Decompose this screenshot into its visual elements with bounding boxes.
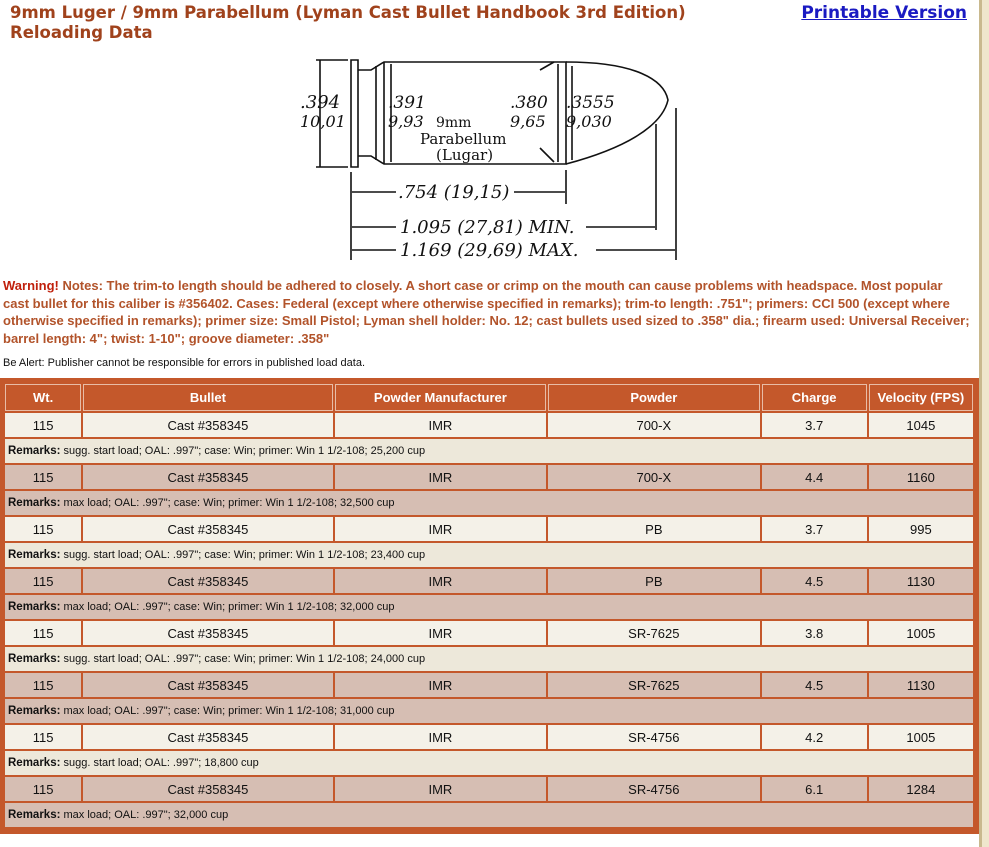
cell-bullet: Cast #358345 bbox=[83, 725, 333, 749]
table-row bbox=[5, 673, 973, 697]
dim-965: 9,65 bbox=[510, 112, 546, 131]
remarks-text: max load; OAL: .997"; case: Win; primer: Win 1 1/2-108; 32,000 cup bbox=[60, 601, 395, 613]
load-data-table-wrap bbox=[0, 378, 979, 834]
length-754: .754 (19,15) bbox=[398, 182, 510, 203]
remarks-text: max load; OAL: .997"; case: Win; primer: Win 1 1/2-108; 31,000 cup bbox=[60, 705, 395, 717]
cell-manufacturer: IMR bbox=[335, 517, 546, 541]
length-min: 1.095 (27,81) MIN. bbox=[400, 217, 575, 238]
cell-wt: 115 bbox=[5, 777, 81, 801]
dim-394: .394 bbox=[300, 92, 341, 113]
cell-powder: 700-X bbox=[548, 413, 759, 437]
cell-velocity: 1130 bbox=[869, 569, 973, 593]
cell-velocity: 1160 bbox=[869, 465, 973, 489]
cell-manufacturer: IMR bbox=[335, 725, 546, 749]
cell-velocity: 1005 bbox=[869, 725, 973, 749]
header-bullet: Bullet bbox=[83, 384, 333, 411]
cell-charge: 3.7 bbox=[762, 517, 867, 541]
cell-velocity: 1005 bbox=[869, 621, 973, 645]
cell-bullet: Cast #358345 bbox=[83, 569, 333, 593]
remarks-cell bbox=[5, 751, 973, 775]
cell-powder: PB bbox=[548, 517, 759, 541]
caliber-name-line3: (Lugar) bbox=[436, 146, 494, 164]
cell-charge: 3.8 bbox=[762, 621, 867, 645]
cell-charge: 4.4 bbox=[762, 465, 867, 489]
remarks-text: sugg. start load; OAL: .997"; case: Win; primer: Win 1 1/2-108; 23,400 cup bbox=[60, 549, 426, 561]
cell-manufacturer: IMR bbox=[335, 673, 546, 697]
remarks-cell bbox=[5, 595, 973, 619]
cell-manufacturer: IMR bbox=[335, 621, 546, 645]
cell-bullet: Cast #358345 bbox=[83, 413, 333, 437]
remarks-row bbox=[5, 491, 973, 515]
cell-powder: 700-X bbox=[548, 465, 759, 489]
table-row bbox=[5, 725, 973, 749]
remarks-row bbox=[5, 699, 973, 723]
cell-charge: 4.5 bbox=[762, 569, 867, 593]
remarks-cell bbox=[5, 647, 973, 671]
cell-velocity: 1045 bbox=[869, 413, 973, 437]
remarks-label: Remarks: bbox=[8, 445, 61, 457]
cell-wt: 115 bbox=[5, 413, 81, 437]
cell-manufacturer: IMR bbox=[335, 413, 546, 437]
cell-wt: 115 bbox=[5, 621, 81, 645]
header-powder: Powder bbox=[548, 384, 759, 411]
printable-version-link[interactable]: Printable Version bbox=[801, 3, 967, 23]
remarks-row bbox=[5, 439, 973, 463]
remarks-row bbox=[5, 543, 973, 567]
cell-bullet: Cast #358345 bbox=[83, 465, 333, 489]
cell-charge: 4.2 bbox=[762, 725, 867, 749]
remarks-row bbox=[5, 803, 973, 827]
cell-bullet: Cast #358345 bbox=[83, 777, 333, 801]
warning-label: Warning! bbox=[3, 278, 59, 293]
remarks-label: Remarks: bbox=[8, 757, 61, 769]
cell-bullet: Cast #358345 bbox=[83, 517, 333, 541]
remarks-label: Remarks: bbox=[8, 809, 61, 821]
remarks-cell bbox=[5, 803, 973, 827]
length-max: 1.169 (29,69) MAX. bbox=[400, 240, 579, 261]
cell-manufacturer: IMR bbox=[335, 777, 546, 801]
remarks-cell bbox=[5, 439, 973, 463]
dim-993: 9,93 bbox=[388, 112, 424, 131]
remarks-cell bbox=[5, 491, 973, 515]
cell-wt: 115 bbox=[5, 569, 81, 593]
cell-charge: 4.5 bbox=[762, 673, 867, 697]
cell-manufacturer: IMR bbox=[335, 569, 546, 593]
remarks-row bbox=[5, 595, 973, 619]
header-velocity: Velocity (FPS) bbox=[869, 384, 973, 411]
dim-380: .380 bbox=[510, 93, 548, 113]
cell-wt: 115 bbox=[5, 673, 81, 697]
remarks-text: sugg. start load; OAL: .997"; case: Win; primer: Win 1 1/2-108; 25,200 cup bbox=[60, 445, 426, 457]
cell-velocity: 1130 bbox=[869, 673, 973, 697]
table-row bbox=[5, 517, 973, 541]
table-row bbox=[5, 569, 973, 593]
table-row bbox=[5, 621, 973, 645]
remarks-cell bbox=[5, 699, 973, 723]
cell-powder: SR-4756 bbox=[548, 777, 759, 801]
remarks-cell bbox=[5, 543, 973, 567]
header-wt: Wt. bbox=[5, 384, 81, 411]
table-header bbox=[5, 384, 973, 411]
remarks-text: max load; OAL: .997"; 32,000 cup bbox=[60, 809, 229, 821]
cell-bullet: Cast #358345 bbox=[83, 673, 333, 697]
load-data-table bbox=[3, 382, 975, 829]
cell-powder: SR-7625 bbox=[548, 673, 759, 697]
notes-text: Notes: The trim-to length should be adhered to closely. A short case or crimp on the mouth can cause problems with headspace. Most popular cast bullet for this caliber is #356402. Cases: Federal (except where otherwise specified in remarks); trim-to length: .751"; primers: CCI 500 (except where otherwise specified in remarks); primer size: Small Pistol; Lyman shell holder: No. 12; cast bullets used sized to .358" dia.; firearm used: Universal Receiver; barrel length: 4"; twist: 1-10"; groove diameter: .358" bbox=[3, 278, 970, 346]
cell-wt: 115 bbox=[5, 725, 81, 749]
remarks-label: Remarks: bbox=[8, 705, 61, 717]
dim-1001: 10,01 bbox=[300, 112, 346, 131]
cell-manufacturer: IMR bbox=[335, 465, 546, 489]
header-charge: Charge bbox=[762, 384, 867, 411]
cell-wt: 115 bbox=[5, 517, 81, 541]
remarks-text: sugg. start load; OAL: .997"; case: Win; primer: Win 1 1/2-108; 24,000 cup bbox=[60, 653, 426, 665]
load-notes bbox=[3, 277, 971, 347]
dim-391: .391 bbox=[388, 93, 426, 113]
cell-powder: SR-4756 bbox=[548, 725, 759, 749]
caliber-name-line2: Parabellum bbox=[420, 130, 507, 148]
cell-powder: SR-7625 bbox=[548, 621, 759, 645]
remarks-label: Remarks: bbox=[8, 549, 61, 561]
caliber-name: 9mm bbox=[436, 115, 472, 131]
cell-wt: 115 bbox=[5, 465, 81, 489]
remarks-label: Remarks: bbox=[8, 497, 61, 509]
remarks-label: Remarks: bbox=[8, 653, 61, 665]
dim-9030: 9,030 bbox=[566, 112, 612, 131]
header-powder-manufacturer: Powder Manufacturer bbox=[335, 384, 546, 411]
cell-velocity: 995 bbox=[869, 517, 973, 541]
table-row bbox=[5, 777, 973, 801]
remarks-row bbox=[5, 647, 973, 671]
remarks-row bbox=[5, 751, 973, 775]
dim-3555: .3555 bbox=[566, 93, 615, 113]
cartridge-diagram bbox=[296, 52, 686, 267]
table-row bbox=[5, 465, 973, 489]
cell-bullet: Cast #358345 bbox=[83, 621, 333, 645]
publisher-alert: Be Alert: Publisher cannot be responsible for errors in published load data. bbox=[3, 357, 365, 369]
remarks-text: sugg. start load; OAL: .997"; 18,800 cup bbox=[60, 757, 259, 769]
remarks-text: max load; OAL: .997"; case: Win; primer: Win 1 1/2-108; 32,500 cup bbox=[60, 497, 395, 509]
cell-velocity: 1284 bbox=[869, 777, 973, 801]
table-row bbox=[5, 413, 973, 437]
page-title: 9mm Luger / 9mm Parabellum (Lyman Cast Bullet Handbook 3rd Edition) Reloading Data bbox=[10, 3, 686, 42]
remarks-label: Remarks: bbox=[8, 601, 61, 613]
cell-charge: 6.1 bbox=[762, 777, 867, 801]
cell-powder: PB bbox=[548, 569, 759, 593]
cell-charge: 3.7 bbox=[762, 413, 867, 437]
